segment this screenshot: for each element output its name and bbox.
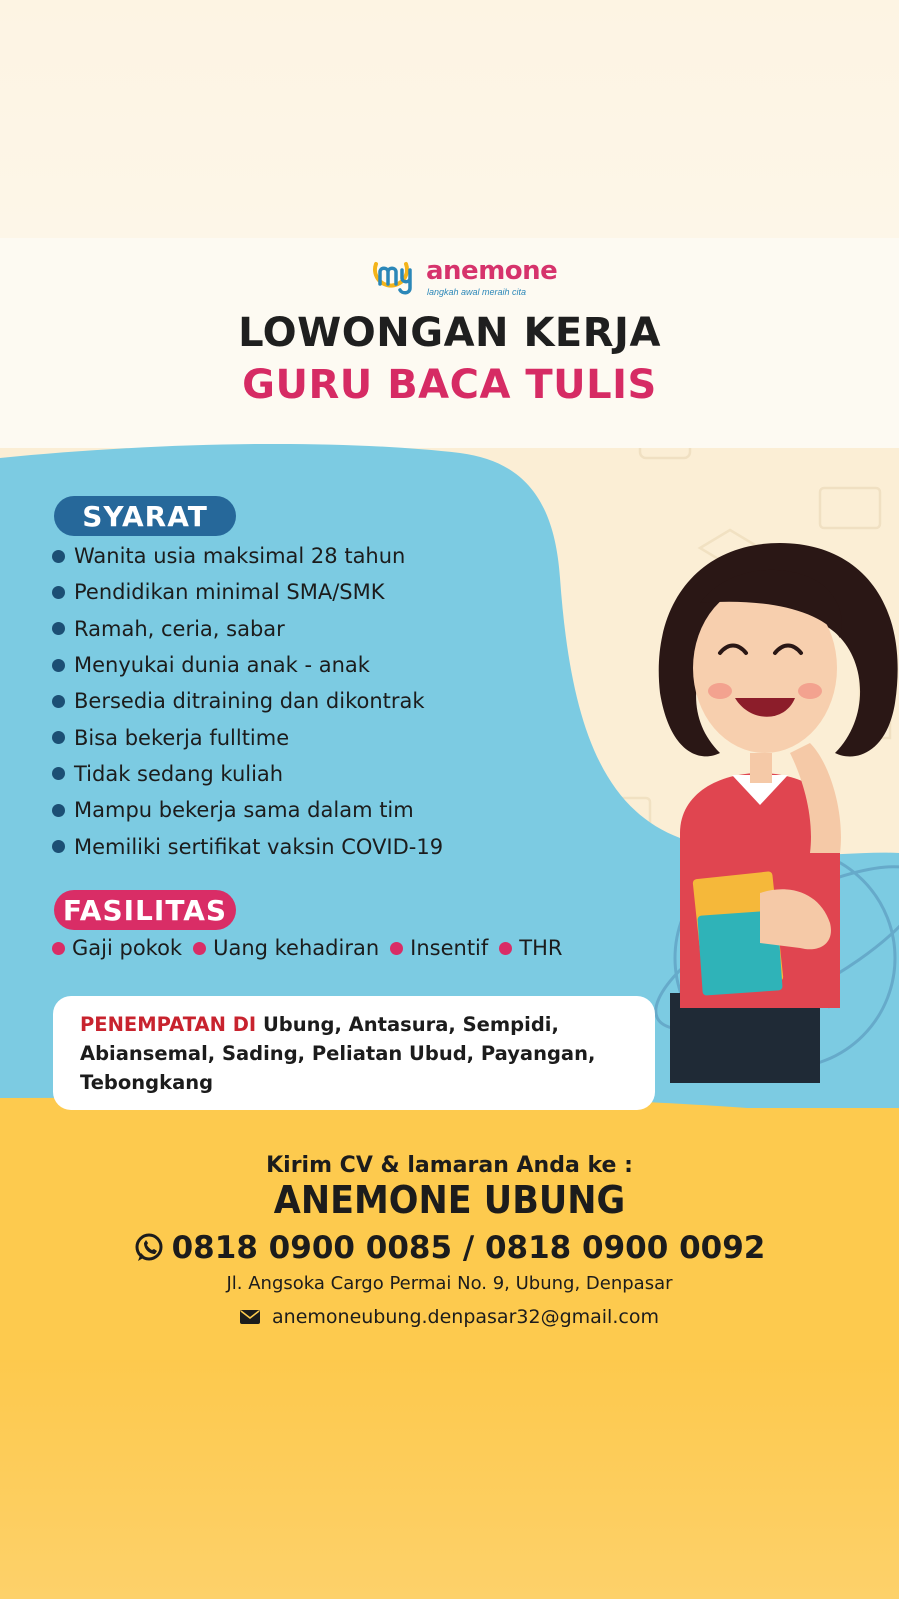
list-item	[193, 936, 379, 960]
bullet-dot	[390, 942, 403, 955]
requirement-text: Ramah, ceria, sabar	[74, 616, 285, 641]
organization-name: ANEMONE UBUNG	[273, 1178, 626, 1222]
list-item	[52, 538, 443, 574]
requirements-list	[52, 538, 443, 865]
bullet-dot	[52, 767, 65, 780]
list-item	[52, 647, 443, 683]
bullet-dot	[52, 586, 65, 599]
bullet-dot	[193, 942, 206, 955]
list-item	[52, 719, 443, 755]
list-item	[52, 792, 443, 828]
requirement-text: Tidak sedang kuliah	[74, 761, 284, 786]
address: Jl. Angsoka Cargo Permai No. 9, Ubung, Denpasar	[226, 1273, 673, 1294]
bullet-dot	[52, 840, 65, 853]
mail-icon	[240, 1310, 260, 1324]
job-poster	[0, 238, 899, 1360]
bottom-background	[0, 1360, 899, 1599]
list-item	[390, 936, 488, 960]
requirement-text: Bersedia ditraining dan dikontrak	[74, 689, 425, 714]
bullet-dot	[499, 942, 512, 955]
facility-text: Gaji pokok	[72, 936, 183, 960]
logo-mark-icon	[368, 254, 424, 300]
list-item	[52, 683, 443, 719]
bullet-dot	[52, 804, 65, 817]
placement-text	[80, 1010, 640, 1097]
logo-brand: anemone	[426, 256, 558, 286]
title-line1: LOWONGAN KERJA	[238, 310, 661, 356]
list-item	[52, 611, 443, 647]
top-background	[0, 0, 899, 240]
requirement-text: Menyukai dunia anak - anak	[74, 653, 370, 678]
list-item	[52, 574, 443, 610]
placement-label: PENEMPATAN DI	[80, 1013, 257, 1036]
requirement-text: Memiliki sertifikat vaksin COVID-19	[74, 834, 444, 859]
placement-box	[53, 996, 655, 1110]
phone-numbers: 0818 0900 0085 / 0818 0900 0092	[171, 1230, 766, 1266]
facility-text: THR	[519, 936, 563, 960]
requirement-text: Mampu bekerja sama dalam tim	[74, 798, 414, 823]
bullet-dot	[52, 695, 65, 708]
whatsapp-icon	[134, 1233, 164, 1263]
list-item	[52, 936, 182, 960]
anemone-logo	[368, 254, 558, 300]
list-item	[499, 936, 562, 960]
requirement-text: Bisa bekerja fulltime	[74, 725, 290, 750]
email-row	[0, 1306, 899, 1328]
send-instruction: Kirim CV & lamaran Anda ke :	[266, 1153, 633, 1178]
teacher-illustration	[640, 453, 899, 1083]
facilities-heading: FASILITAS	[54, 890, 236, 930]
list-item	[52, 828, 443, 864]
list-item	[52, 756, 443, 792]
facility-text: Uang kehadiran	[213, 936, 380, 960]
logo-tagline: langkah awal meraih cita	[427, 287, 527, 297]
placement-locations: Ubung, Antasura, Sempidi, Abiansemal, Sading, Peliatan Ubud, Payangan, Tebongkang	[80, 1013, 596, 1094]
bullet-dot	[52, 550, 65, 563]
requirement-text: Pendidikan minimal SMA/SMK	[74, 580, 385, 605]
requirements-heading: SYARAT	[54, 496, 236, 536]
bullet-dot	[52, 731, 65, 744]
bullet-dot	[52, 622, 65, 635]
requirement-text: Wanita usia maksimal 28 tahun	[74, 544, 406, 569]
facility-text: Insentif	[410, 936, 489, 960]
email-address: anemoneubung.denpasar32@gmail.com	[272, 1306, 659, 1328]
facilities-list	[52, 936, 574, 960]
bullet-dot	[52, 659, 65, 672]
bullet-dot	[52, 942, 65, 955]
phone-row	[0, 1230, 899, 1266]
title-line2: GURU BACA TULIS	[242, 362, 657, 408]
